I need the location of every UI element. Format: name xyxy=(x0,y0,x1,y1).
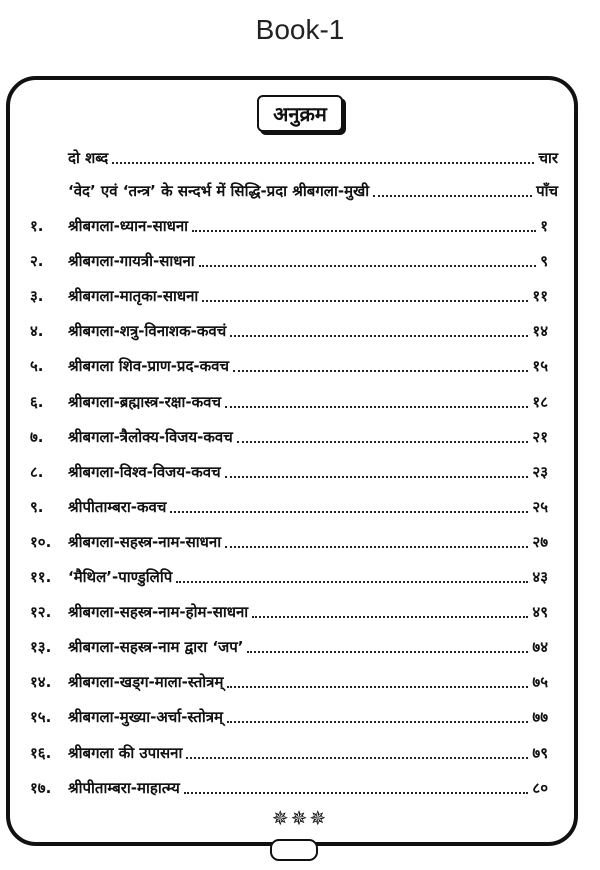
book-label: Book-1 xyxy=(255,14,345,45)
toc-number: १४. xyxy=(30,673,52,691)
toc-title-line xyxy=(68,316,548,346)
toc-leader-dots xyxy=(202,281,528,302)
toc-title-line xyxy=(68,667,548,697)
toc-title-line xyxy=(68,422,548,452)
toc-page-number: ११ xyxy=(532,287,548,305)
toc-page-number: ८० xyxy=(532,779,548,797)
toc-leader-dots xyxy=(170,492,528,513)
toc-title-line xyxy=(68,143,558,173)
toc-number: २. xyxy=(30,252,44,270)
toc-page-number: १५ xyxy=(532,357,548,375)
toc-title: श्रीबगला-गायत्री-साधना xyxy=(68,252,195,270)
toc-title-line xyxy=(68,562,548,592)
toc-page-number: ४९ xyxy=(532,603,548,621)
toc-page-number: १८ xyxy=(532,393,548,411)
toc-row xyxy=(0,492,600,522)
toc-row xyxy=(0,281,600,311)
toc-number: १३. xyxy=(30,638,52,656)
toc-leader-dots xyxy=(199,246,537,267)
toc-number: ४. xyxy=(30,322,44,340)
toc-leader-dots xyxy=(225,457,529,478)
toc-title-line xyxy=(68,387,548,417)
toc-title: दो शब्द xyxy=(68,149,109,167)
toc-page-number: चार xyxy=(538,149,558,167)
toc-number: ८. xyxy=(30,463,44,481)
toc-row xyxy=(0,773,600,803)
toc-row xyxy=(0,597,600,627)
toc-title: श्रीबगला-त्रैलोक्य-विजय-कवच xyxy=(68,428,233,446)
toc-title: श्रीबगला-सहस्त्र-नाम द्वारा ‘जप’ xyxy=(68,638,244,656)
toc-page-number: ७९ xyxy=(532,744,548,762)
toc-title: ‘वेद’ एवं ‘तन्त्र’ के सन्दर्भ में सिद्धि-प्रदा श्रीबगला-मुखी xyxy=(68,182,370,200)
toc-row xyxy=(0,457,600,487)
toc-number: १२. xyxy=(30,603,52,621)
toc-number: ९. xyxy=(30,498,44,516)
toc-row xyxy=(0,632,600,662)
toc-intro-row xyxy=(0,143,600,173)
toc-title: श्रीबगला शिव-प्राण-प्रद-कवच xyxy=(68,357,230,375)
toc-title: श्रीबगला-सहस्त्र-नाम-होम-साधना xyxy=(68,603,249,621)
toc-title-line xyxy=(68,773,548,803)
ornament-stars: ✵✵✵ xyxy=(271,806,329,830)
toc-leader-dots xyxy=(373,176,532,197)
toc-title: श्रीबगला-ब्रह्मास्त्र-रक्षा-कवच xyxy=(68,393,221,411)
toc-heading-wrap xyxy=(0,95,600,132)
toc-leader-dots xyxy=(184,773,529,794)
toc-page-number: १ xyxy=(540,217,548,235)
toc-title: श्रीबगला-शत्रु-विनाशक-कवचं xyxy=(68,322,227,340)
toc-number: १७. xyxy=(30,779,52,797)
toc-leader-dots xyxy=(186,738,528,759)
toc-intro-row xyxy=(0,176,600,206)
toc-title: श्रीबगला-मातृका-साधना xyxy=(68,287,199,305)
toc-title: श्रीबगला-मुख्या-अर्चा-स्तोत्रम् xyxy=(68,708,223,726)
toc-title-line xyxy=(68,457,548,487)
toc-leader-dots xyxy=(252,597,528,618)
toc-leader-dots xyxy=(225,387,528,408)
toc-title: श्रीपीताम्बरा-माहात्म्य xyxy=(68,779,180,797)
toc-page-number: २७ xyxy=(532,533,548,551)
toc-page-number: १४ xyxy=(532,322,548,340)
toc-leader-dots xyxy=(247,632,528,653)
toc-heading: अनुक्रम xyxy=(257,95,343,132)
toc-number: १०. xyxy=(30,533,52,551)
toc-row xyxy=(0,351,600,381)
toc-title-line xyxy=(68,702,548,732)
toc-title-line xyxy=(68,281,548,311)
toc-row xyxy=(0,562,600,592)
toc-page-number: २३ xyxy=(532,463,548,481)
toc-row xyxy=(0,246,600,276)
toc-title: श्रीबगला-विश्व-विजय-कवच xyxy=(68,463,221,481)
toc-title: श्रीबगला की उपासना xyxy=(68,744,183,762)
toc-page-number: ७५ xyxy=(532,673,548,691)
frame-bottom-tab xyxy=(270,839,318,861)
toc-leader-dots xyxy=(225,527,528,548)
toc-number: १६. xyxy=(30,744,52,762)
toc-number: ५. xyxy=(30,357,44,375)
toc-leader-dots xyxy=(227,702,528,723)
toc-number: ११. xyxy=(30,568,52,586)
toc-row xyxy=(0,667,600,697)
toc-title-line xyxy=(68,632,548,662)
toc-number: ६. xyxy=(30,393,44,411)
toc-leader-dots xyxy=(227,667,528,688)
toc-row xyxy=(0,527,600,557)
toc-title: श्रीबगला-खड्ग-माला-स्तोत्रम् xyxy=(68,673,224,691)
toc-title-line xyxy=(68,492,548,522)
toc-title-line xyxy=(68,597,548,627)
toc-title-line xyxy=(68,351,548,381)
toc-row xyxy=(0,316,600,346)
toc-leader-dots xyxy=(176,562,528,583)
toc-title-line xyxy=(68,176,558,206)
toc-title-line xyxy=(68,527,548,557)
toc-number: ३. xyxy=(30,287,44,305)
toc-row xyxy=(0,738,600,768)
toc-title-line xyxy=(68,738,548,768)
toc-page-number: २१ xyxy=(532,428,548,446)
toc-page-number: २५ xyxy=(532,498,548,516)
toc-page-number: ७७ xyxy=(532,708,548,726)
toc-page-number: ९ xyxy=(540,252,548,270)
toc-row xyxy=(0,387,600,417)
toc-page-number: ७४ xyxy=(532,638,548,656)
toc-title: श्रीबगला-ध्यान-साधना xyxy=(68,217,189,235)
toc-leader-dots xyxy=(192,211,536,232)
toc-number: १५. xyxy=(30,708,52,726)
toc-leader-dots xyxy=(233,351,528,372)
toc-title: ‘मैथिल’-पाण्डुलिपि xyxy=(68,568,173,586)
toc-title: श्रीबगला-सहस्त्र-नाम-साधना xyxy=(68,533,222,551)
toc-title-line xyxy=(68,211,548,241)
toc-leader-dots xyxy=(237,422,529,443)
toc-page-number: पाँच xyxy=(536,182,558,200)
toc-row xyxy=(0,702,600,732)
toc-leader-dots xyxy=(112,143,534,164)
toc-page-number: ४३ xyxy=(532,568,548,586)
toc-number: १. xyxy=(30,217,44,235)
toc-leader-dots xyxy=(230,316,528,337)
toc-number: ७. xyxy=(30,428,44,446)
toc-title-line xyxy=(68,246,548,276)
toc-row xyxy=(0,211,600,241)
toc-title: श्रीपीताम्बरा-कवच xyxy=(68,498,167,516)
toc-row xyxy=(0,422,600,452)
